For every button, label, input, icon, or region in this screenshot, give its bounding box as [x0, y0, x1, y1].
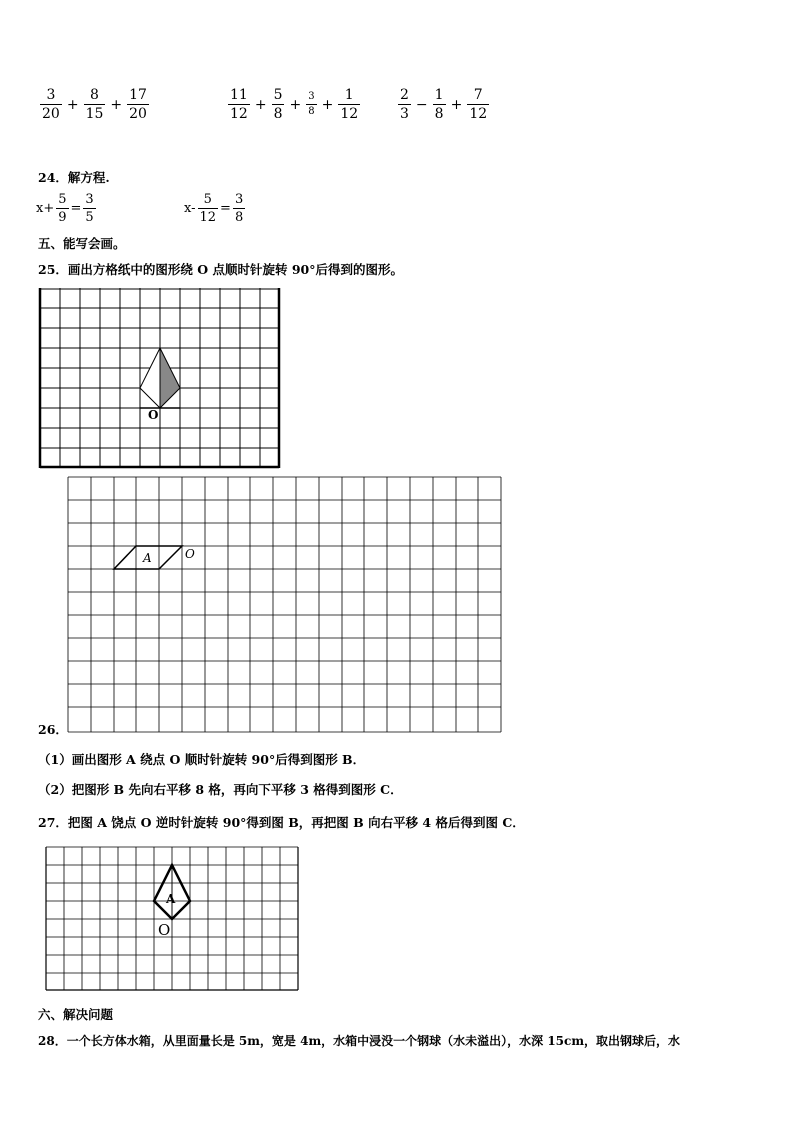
question-26-part-1: （1）画出图形 A 绕点 O 顺时针旋转 90°后得到图形 B．: [38, 752, 366, 767]
fraction: $\frac{5}{9}$: [58, 192, 67, 225]
expression-2: $\frac{11}{12}$ + $\frac{5}{8}$ + $\frac{3}{8}$ + $\frac{1}{12}$: [230, 87, 359, 122]
question-26-part-2: （2）把图形 B 先向右平移 8 格，再向下平移 3 格得到图形 C．: [38, 782, 403, 797]
fraction: $\frac{5}{8}$: [273, 87, 283, 122]
expression-1: $\frac{3}{20}$ + $\frac{8}{15}$ + $\frac{17}{20}$: [42, 87, 147, 122]
kite-shape: [140, 348, 180, 408]
expression-3: $\frac{2}{3}$ − $\frac{1}{8}$ + $\frac{7}{12}$: [400, 87, 488, 122]
fraction: $\frac{3}{20}$: [42, 87, 60, 122]
figure-a-label: A: [143, 551, 152, 565]
question-28-text: 28．一个长方体水箱，从里面量长是 5m，宽是 4m，水箱中浸没一个钢球（水未溢出），水深 15cm，取出钢球后，水: [38, 1034, 681, 1048]
point-o-label: O: [158, 921, 171, 939]
section-5-heading: 五、能写会画。: [38, 236, 126, 251]
question-24-title: 24．解方程.: [38, 170, 110, 185]
point-o-label: O: [185, 547, 195, 561]
question-27-title: 27．把图 A 饶点 O 逆时针旋转 90°得到图 B，再把图 B 向右平移 4 格后得到图 C．: [38, 815, 525, 830]
fraction: $\frac{11}{12}$: [230, 87, 248, 122]
grid-q25: [38, 288, 282, 470]
question-25-title: 25．画出方格纸中的图形绕 O 点顺时针旋转 90°后得到的图形。: [38, 262, 403, 277]
grid-q26: [67, 476, 503, 734]
point-o-label: O: [148, 408, 159, 422]
grid-q27: [45, 846, 301, 992]
fraction: $\frac{7}{12}$: [469, 87, 488, 122]
section-6-heading: 六、解决问题: [38, 1007, 114, 1022]
figure-a-label: A: [166, 892, 176, 906]
fraction: $\frac{1}{12}$: [340, 87, 359, 122]
fraction: $\frac{2}{3}$: [400, 87, 409, 122]
fraction: $\frac{3}{8}$: [234, 192, 244, 225]
fraction: $\frac{3}{8}$: [308, 91, 315, 117]
question-26-number: 26．: [38, 722, 68, 737]
fraction: $\frac{3}{5}$: [85, 192, 94, 225]
equation-2: x- $\frac{5}{12}$ = $\frac{3}{8}$: [184, 192, 244, 225]
fraction: $\frac{17}{20}$: [129, 87, 147, 122]
fraction: $\frac{5}{12}$: [199, 192, 217, 225]
equation-1: x+ $\frac{5}{9}$ = $\frac{3}{5}$: [36, 192, 94, 225]
fraction: $\frac{8}{15}$: [85, 87, 104, 122]
fraction: $\frac{1}{8}$: [434, 87, 444, 122]
